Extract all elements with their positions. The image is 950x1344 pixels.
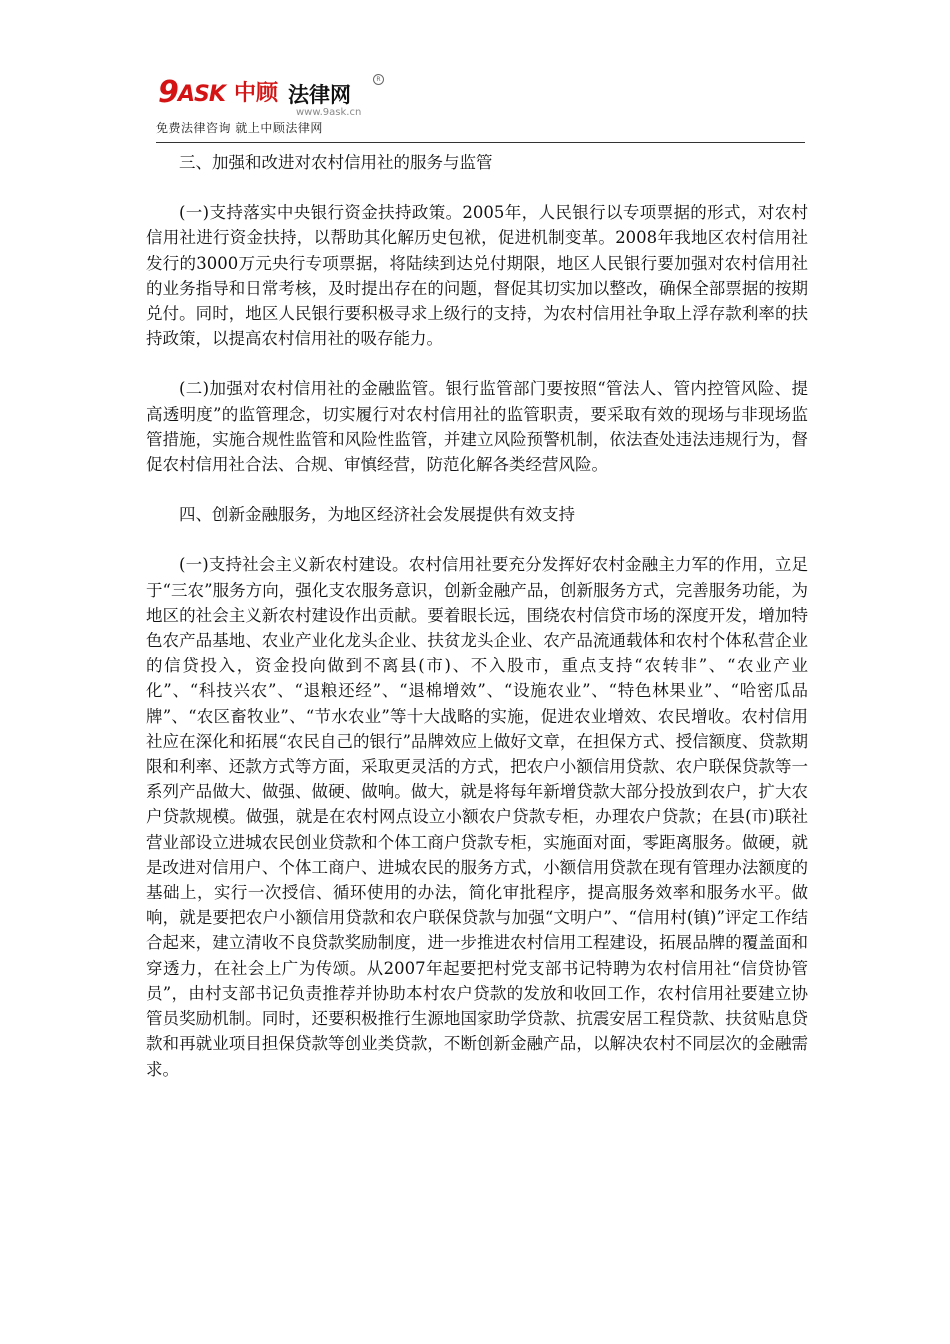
logo-ask: ASK [178,82,225,107]
paragraph-4-1: (一)支持社会主义新农村建设。农村信用社要充分发挥好农村金融主力军的作用，立足于“三农”服务方向，强化支农服务意识，创新金融产品，创新服务方式，完善服务功能，为地区的社会主义新农村建设作出贡献。要着眼长远，围绕农村信贷市场的深度开发，增加特色农产品基地、农业产业化龙头企业、扶贫龙头企业、农产品流通载体和农村个体私营企业的信贷投入，资金投向做到不离县(市)、不入股市，重点支持“农转非”、“农业产业化”、“科技兴农”、“退粮还经”、“退棉增效”、“设施农业”、“特色林果业”、“哈密瓜品牌”、“农区畜牧业”、“节水农业”等十大战略的实施，促进农业增效、农民增收。农村信用社应在深化和拓展“农民自己的银行”品牌效应上做好文章，在担保方式、授信额度、贷款期限和利率、还款方式等方面，采取更灵活的方式，把农户小额信用贷款、农户联保贷款等一系列产品做大、做强、做硬、做响。做大，就是将每年新增贷款大部分投放到农户，扩大农户贷款规模。做强，就是在农村网点设立小额农户贷款专柜，办理农户贷款；在县(市)联社营业部设立进城农民创业贷款和个体工商户贷款专柜，实施面对面，零距离服务。做硬，就是改进对信用户、个体工商户、进城农民的服务方式，小额信用贷款在现有管理办法额度的基础上，实行一次授信、循环使用的办法，简化审批程序，提高服务效率和服务水平。做响，就是要把农户小额信用贷款和农户联保贷款与加强“文明户”、“信用村(镇)”评定工作结合起来，建立清收不良贷款奖励制度，进一步推进农村信用工程建设，拓展品牌的覆盖面和穿透力，在社会上广为传颂。从2007年起要把村党支部书记特聘为农村信用社“信贷协管员”，由村支部书记负责推荐并协助本村农户贷款的发放和收回工作，农村信用社要建立协管员奖励机制。同时，还要积极推行生源地国家助学贷款、抗震安居工程贷款、扶贫贴息贷款和再就业项目担保贷款等创业类贷款，不断创新金融产品，以解决农村不同层次的金融需求。 [146,555,808,1079]
section-heading-4: 四、创新金融服务，为地区经济社会发展提供有效支持 [179,505,575,525]
paragraph-3-1: (一)支持落实中央银行资金扶持政策。2005年，人民银行以专项票据的形式，对农村信用社进行资金扶持，以帮助其化解历史包袱，促进机制变革。2008年我地区农村信用社发行的3000万元央行专项票据，将陆续到达兑付期限，地区人民银行要加强对农村信用社的业务指导和日常考核，及时提出存在的问题，督促其切实加以整改，确保全部票据的按期兑付。同时，地区人民银行要积极寻求上级行的支持，为农村信用社争取上浮存款利率的扶持政策，以提高农村信用社的吸存能力。 [146,203,808,349]
logo-falvwang: 法律网 [288,83,351,107]
logo-nine: 9 [158,75,179,110]
logo-url: www.9ask.cn [296,107,362,118]
header-divider [156,142,805,143]
page-header [156,74,806,144]
site-slogan: 免费法律咨询 就上中顾法律网 [156,121,323,135]
document-body [146,150,808,1107]
paragraph-3-2: (二)加强对农村信用社的金融监管。银行监管部门要按照“管法人、管内控管风险、提高透明度”的监管理念，切实履行对农村信用社的监管职责，要采取有效的现场与非现场监管措施，实施合规性监管和风险性监管，并建立风险预警机制，依法查处违法违规行为，督促农村信用社合法、合规、审慎经营，防范化解各类经营风险。 [146,379,808,475]
site-logo[interactable] [156,74,386,118]
logo-zhonggu: 中顾 [234,81,279,106]
section-heading-3: 三、加强和改进对农村信用社的服务与监管 [179,153,493,172]
registered-mark-icon: R [373,74,384,85]
